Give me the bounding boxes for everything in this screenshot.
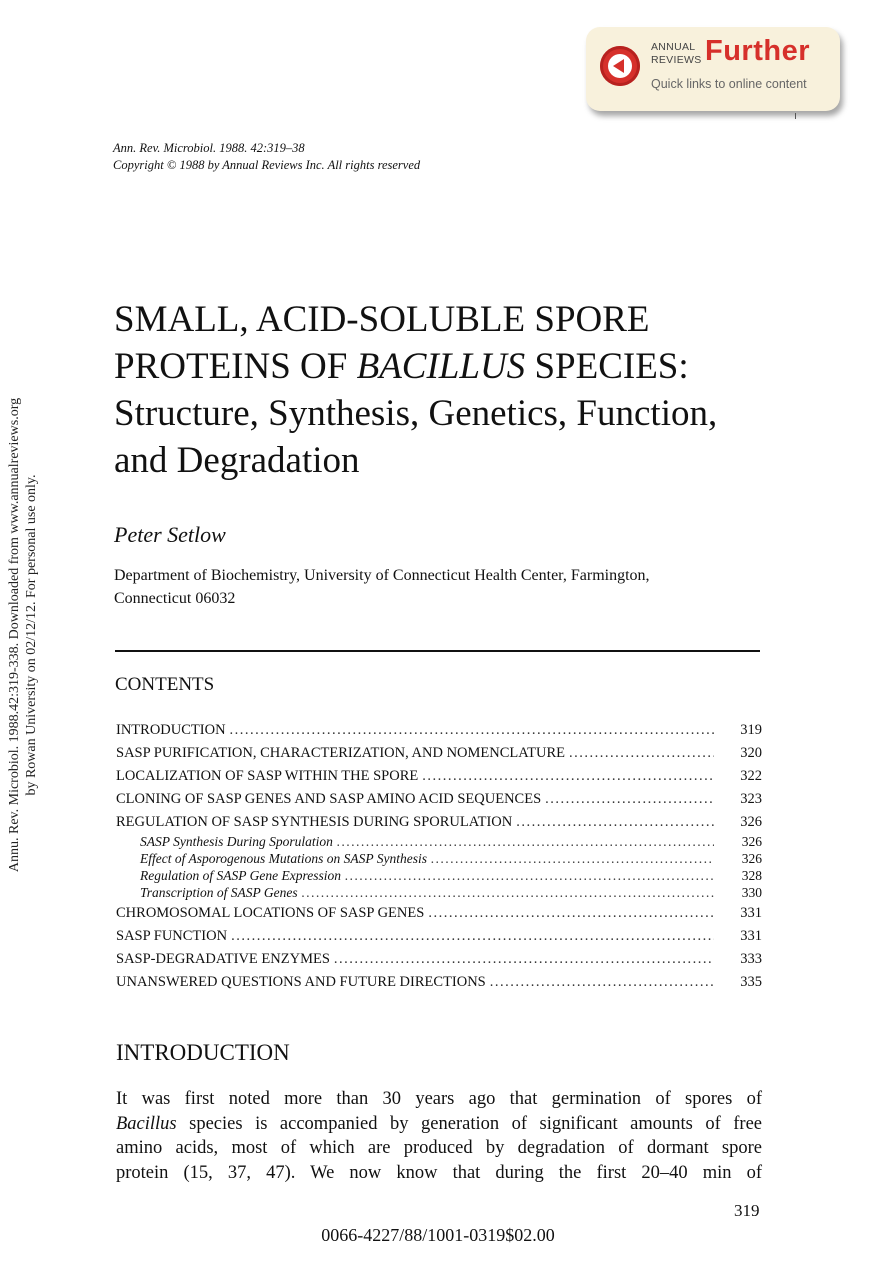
download-watermark-line2: by Rowan University on 02/12/12. For personal use only. xyxy=(24,474,39,796)
title-line-2-post: SPECIES: xyxy=(525,346,689,387)
toc-leader-dots xyxy=(345,868,714,884)
title-line-2-pre: PROTEINS OF xyxy=(114,346,357,387)
contents-heading: CONTENTS xyxy=(115,674,215,695)
badge-annual-label: ANNUAL xyxy=(651,41,696,53)
table-of-contents xyxy=(116,722,762,997)
toc-entry-page: 322 xyxy=(740,768,762,784)
toc-leader-dots xyxy=(516,814,714,831)
toc-leader-dots xyxy=(431,851,714,867)
toc-entry[interactable] xyxy=(116,768,762,791)
journal-citation xyxy=(113,140,420,174)
toc-entry-page: 331 xyxy=(740,905,762,921)
title-line-2 xyxy=(114,343,774,390)
toc-entry-label: INTRODUCTION xyxy=(116,722,226,738)
toc-subentry[interactable] xyxy=(116,851,762,868)
toc-subentry[interactable] xyxy=(116,885,762,905)
copyright-line: Copyright © 1988 by Annual Reviews Inc. All rights reserved xyxy=(113,158,421,172)
introduction-paragraph xyxy=(116,1087,762,1185)
toc-entry[interactable] xyxy=(116,791,762,814)
toc-entry-label: UNANSWERED QUESTIONS AND FUTURE DIRECTIONS xyxy=(116,974,486,990)
toc-subentry-page: 326 xyxy=(741,834,762,849)
toc-entry-page: 320 xyxy=(740,745,762,761)
title-line-3: Structure, Synthesis, Genetics, Function, xyxy=(114,393,718,434)
author-name: Peter Setlow xyxy=(114,522,226,547)
toc-subentry-page: 328 xyxy=(741,868,762,883)
toc-subentry-label: SASP Synthesis During Sporulation xyxy=(140,834,333,849)
toc-subentry-label: Effect of Asporogenous Mutations on SASP Synthesis xyxy=(140,851,427,866)
toc-entry-label: SASP-DEGRADATIVE ENZYMES xyxy=(116,951,330,967)
toc-leader-dots xyxy=(230,722,714,739)
toc-entry-label: SASP PURIFICATION, CHARACTERIZATION, AND NOMENCLATURE xyxy=(116,745,565,761)
introduction-heading: INTRODUCTION xyxy=(116,1040,290,1065)
intro-line-2-rest: species is accompanied by generation of significant amounts of free xyxy=(176,1113,762,1134)
badge-further-label[interactable]: Further xyxy=(705,35,810,67)
affiliation-line-1: Department of Biochemistry, University of Connecticut Health Center, Farmington, xyxy=(114,567,650,584)
toc-leader-dots xyxy=(545,791,714,808)
toc-leader-dots xyxy=(428,905,714,922)
toc-leader-dots xyxy=(302,885,714,901)
toc-subentry-page: 326 xyxy=(741,851,762,866)
toc-subentry[interactable] xyxy=(116,834,762,851)
toc-leader-dots xyxy=(334,951,714,968)
toc-entry[interactable] xyxy=(116,722,762,745)
toc-entry[interactable] xyxy=(116,951,762,974)
toc-leader-dots xyxy=(231,928,714,945)
toc-entry-page: 319 xyxy=(740,722,762,738)
title-line-4: and Degradation xyxy=(114,440,360,481)
toc-subentry[interactable] xyxy=(116,868,762,885)
toc-entry[interactable] xyxy=(116,745,762,768)
play-back-icon[interactable] xyxy=(600,46,640,86)
toc-leader-dots xyxy=(569,745,714,762)
page-number: 319 xyxy=(734,1201,760,1220)
title-line-1: SMALL, ACID-SOLUBLE SPORE xyxy=(114,299,650,340)
citation-line: Ann. Rev. Microbiol. 1988. 42:319–38 xyxy=(113,141,305,155)
article-title xyxy=(114,296,774,484)
horizontal-rule xyxy=(115,650,760,652)
toc-entry[interactable] xyxy=(116,974,762,997)
toc-entry-page: 326 xyxy=(740,814,762,830)
toc-entry-label: CLONING OF SASP GENES AND SASP AMINO ACID SEQUENCES xyxy=(116,791,542,807)
intro-genus: Bacillus xyxy=(116,1113,177,1134)
intro-line-2 xyxy=(116,1112,762,1137)
author-affiliation xyxy=(114,564,764,610)
toc-entry-label: CHROMOSOMAL LOCATIONS OF SASP GENES xyxy=(116,905,425,921)
toc-entry-page: 335 xyxy=(740,974,762,990)
toc-entry-page: 333 xyxy=(740,951,762,967)
badge-tick-mark xyxy=(795,113,796,119)
download-watermark xyxy=(6,335,40,935)
toc-leader-dots xyxy=(337,834,714,850)
toc-entry[interactable] xyxy=(116,928,762,951)
toc-entry-label: SASP FUNCTION xyxy=(116,928,228,944)
toc-subentry-label: Transcription of SASP Genes xyxy=(140,885,298,900)
badge-tagline[interactable]: Quick links to online content xyxy=(651,77,807,91)
toc-entry[interactable] xyxy=(116,814,762,834)
left-triangle-icon xyxy=(600,46,640,86)
toc-leader-dots xyxy=(422,768,714,785)
toc-entry-label: LOCALIZATION OF SASP WITHIN THE SPORE xyxy=(116,768,419,784)
toc-entry[interactable] xyxy=(116,905,762,928)
toc-entry-label: REGULATION OF SASP SYNTHESIS DURING SPORULATION xyxy=(116,814,513,830)
annual-reviews-further-badge[interactable] xyxy=(586,27,840,111)
intro-line-4: protein (15, 37, 47). We now know that during the first 20–40 min of xyxy=(116,1162,762,1183)
toc-entry-page: 331 xyxy=(740,928,762,944)
download-watermark-line1: Annu. Rev. Microbiol. 1988.42:319-338. Downloaded from www.annualreviews.org xyxy=(7,397,22,873)
toc-leader-dots xyxy=(490,974,714,991)
toc-subentry-page: 330 xyxy=(741,885,762,900)
article-code-footer: 0066-4227/88/1001-0319$02.00 xyxy=(321,1225,555,1245)
title-genus: BACILLUS xyxy=(356,346,526,387)
toc-subentry-label: Regulation of SASP Gene Expression xyxy=(140,868,341,883)
badge-reviews-label: REVIEWS xyxy=(651,54,702,66)
intro-line-1: It was first noted more than 30 years ago that germination of spores of xyxy=(116,1089,762,1109)
intro-line-3: amino acids, most of which are produced by degradation of dormant spore xyxy=(116,1138,762,1158)
affiliation-line-2: Connecticut 06032 xyxy=(114,590,236,607)
toc-entry-page: 323 xyxy=(740,791,762,807)
